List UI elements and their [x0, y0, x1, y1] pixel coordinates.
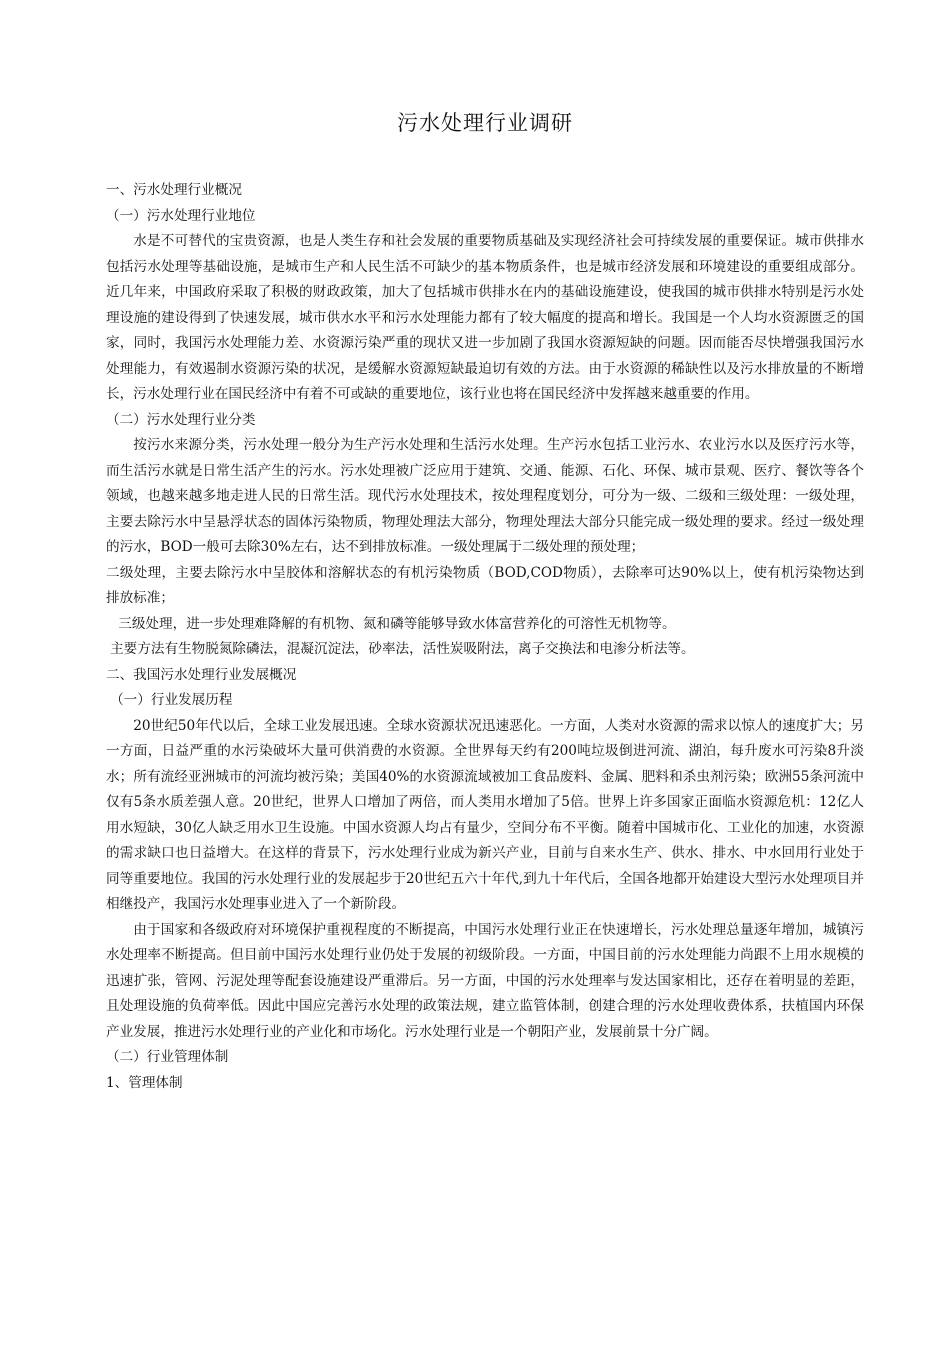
paragraph-secondary-treatment: 二级处理，主要去除污水中呈胶体和溶解状态的有机污染物质（BOD,COD物质），去除率可达90%以上，使有机污染物达到排放标准； [106, 564, 864, 606]
subsection-heading-history: （一）行业发展历程 [110, 692, 233, 708]
paragraph-classification: 按污水来源分类，污水处理一般分为生产污水处理和生活污水处理。生产污水包括工业污水、农业污水以及医疗污水等，而生活污水就是日常生活产生的污水。污水处理被广泛应用于建筑、交通、能源、石化、环保、城市景观、医疗、餐饮等各个领域，也越来越多地走进人民的日常生活。现代污水处理技术，按处理程度划分，可分为一级、二级和三级处理：一级处理，主要去除污水中呈悬浮状态的固体污染物质，物理处理法大部分，物理处理法大部分只能完成一级处理的要求。经过一级处理的污水，BOD一般可去除30%左右，达不到排放标准。一级处理属于二级处理的预处理； [106, 437, 864, 555]
paragraph-status: 水是不可替代的宝贵资源，也是人类生存和社会发展的重要物质基础及实现经济社会可持续发展的重要保证。城市供排水包括污水处理等基础设施，是城市生产和人民生活不可缺少的基本物质条件，也是城市经济发展和环境建设的重要组成部分。近几年来，中国政府采取了积极的财政政策，加大了包括城市供排水在内的基础设施建设，使我国的城市供排水特别是污水处理设施的建设得到了快速发展，城市供水水平和污水处理能力都有了较大幅度的提高和增长。我国是一个人均水资源匮乏的国家，同时，我国污水处理能力差、水资源污染严重的现状又进一步加剧了我国水资源短缺的问题。因而能否尽快增强我国污水处理能力，有效遏制水资源污染的状况，是缓解水资源短缺最迫切有效的方法。由于水资源的稀缺性以及污水排放量的不断增长，污水处理行业在国民经济中有着不可或缺的重要地位，该行业也将在国民经济中发挥越来越重要的作用。 [106, 233, 864, 402]
item-heading-management-system: 1、管理体制 [106, 1074, 183, 1091]
paragraph-main-methods: 主要方法有生物脱氮除磷法，混凝沉淀法，砂率法，活性炭吸附法，离子交换法和电渗分析法等。 [110, 641, 695, 657]
document-body [106, 178, 864, 1096]
paragraph-tertiary-treatment: 三级处理，进一步处理难降解的有机物、氮和磷等能够导致水体富营养化的可溶性无机物等。 [118, 615, 676, 632]
paragraph-growth: 由于国家和各级政府对环境保护重视程度的不断提高，中国污水处理行业正在快速增长，污水处理总量逐年增加，城镇污水处理率不断提高。但目前中国污水处理行业仍处于发展的初级阶段。一方面，中国目前的污水处理能力尚跟不上用水规模的迅速扩张，管网、污泥处理等配套设施建设严重滞后。另一方面，中国的污水处理率与发达国家相比，还存在着明显的差距，且处理设施的负荷率低。因此中国应完善污水处理的政策法规，建立监管体制，创建合理的污水处理收费体系，扶植国内环保产业发展，推进污水处理行业的产业化和市场化。污水处理行业是一个朝阳产业，发展前景十分广阔。 [106, 921, 864, 1040]
document-title: 污水处理行业调研 [397, 111, 573, 135]
paragraph-history: 20世纪50年代以后，全球工业发展迅速。全球水资源状况迅速恶化。一方面，人类对水资源的需求以惊人的速度扩大；另一方面，日益严重的水污染破坏大量可供消费的水资源。全世界每天约有200吨垃圾倒进河流、湖泊，每升废水可污染8升淡水；所有流经亚洲城市的河流均被污染；美国40%的水资源流域被加工食品废料、金属、肥料和杀虫剂污染；欧洲55条河流中仅有5条水质差强人意。20世纪，世界人口增加了两倍，而人类用水增加了5倍。世界上许多国家正面临水资源危机：12亿人用水短缺，30亿人缺乏用水卫生设施。中国水资源人均占有量少，空间分布不平衡。随着中国城市化、工业化的加速，水资源的需求缺口也日益增大。在这样的背景下，污水处理行业成为新兴产业，目前与自来水生产、供水、排水、中水回用行业处于同等重要地位。我国的污水处理行业的发展起步于20世纪五六十年代,到九十年代后，全国各地都开始建设大型污水处理项目并相继投产，我国污水处理事业进入了一个新阶段。 [106, 717, 864, 912]
subsection-heading-management: （二）行业管理体制 [106, 1049, 229, 1065]
subsection-heading-status: （一）污水处理行业地位 [106, 207, 256, 224]
section-heading-development: 二、我国污水处理行业发展概况 [106, 666, 297, 683]
section-heading-overview: 一、污水处理行业概况 [106, 182, 242, 198]
subsection-heading-classification: （二）污水处理行业分类 [106, 411, 256, 428]
